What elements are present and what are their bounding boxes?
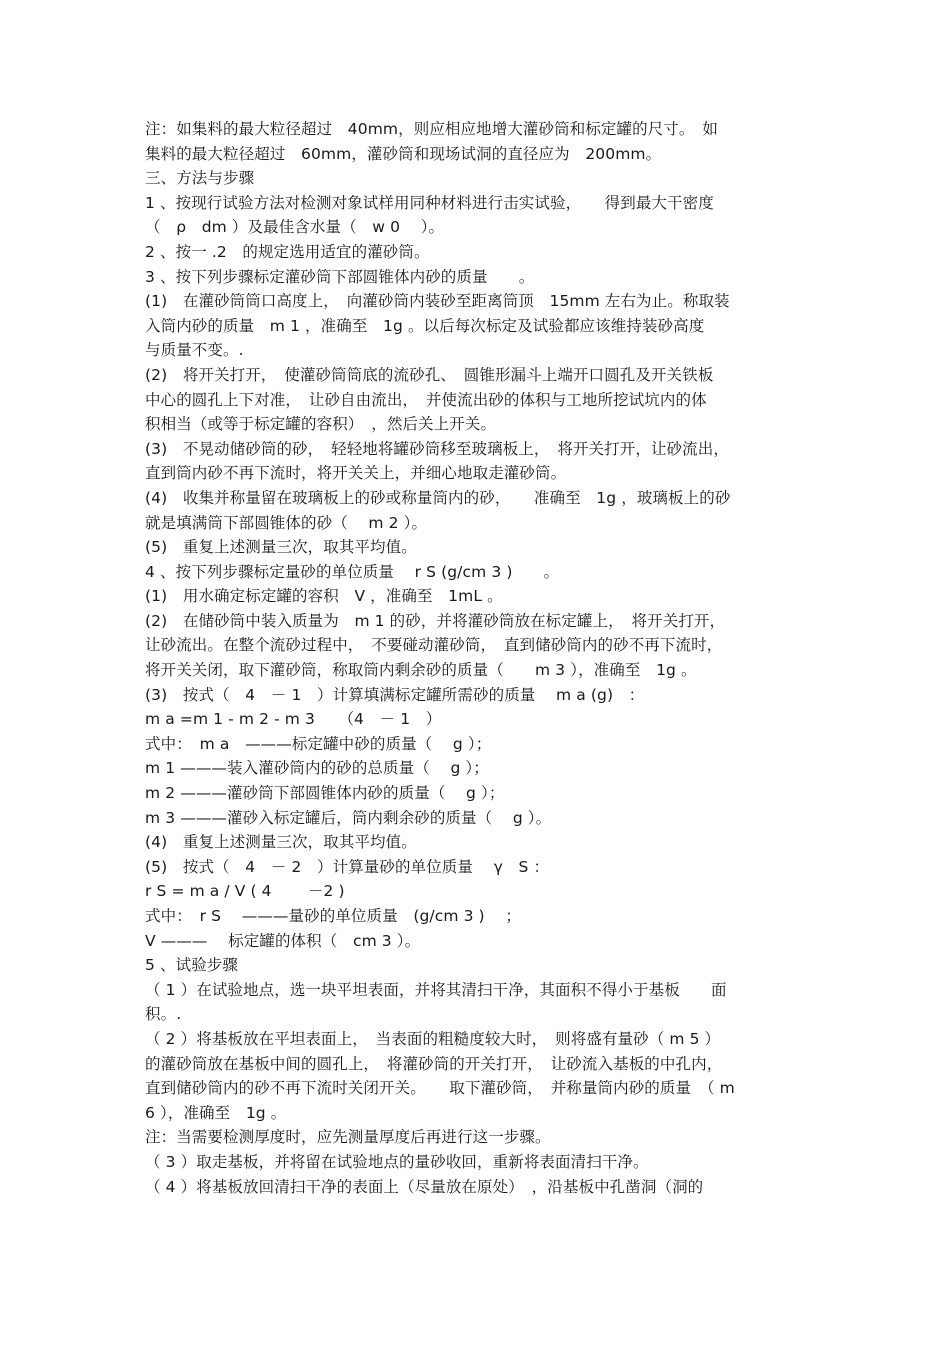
text-line: 6 ），准确至 1g 。 — [145, 1103, 287, 1122]
text-line: (3) 按式（ 4 － 1 ）计算填满标定罐所需砂的质量 m a (g) ： — [145, 685, 645, 704]
text-line: （ ρ dm ）及最佳含水量（ w 0 ）。 — [145, 218, 445, 237]
text-line: （ 2 ）将基板放在平坦表面上， 当表面的粗糙度较大时， 则将盛有量砂（ m 5 ） — [145, 1029, 721, 1048]
text-line: (2) 在储砂筒中装入质量为 m 1 的砂，并将灌砂筒放在标定罐上， 将开关打开， — [145, 611, 726, 630]
text-line: 入筒内砂的质量 m 1 ，准确至 1g 。以后每次标定及试验都应该维持装砂高度 — [145, 316, 705, 335]
text-line: 4 、按下列步骤标定量砂的单位质量 r S (g/cm 3 ) 。 — [145, 562, 560, 581]
text-line: 5 、试验步骤 — [145, 956, 238, 975]
text-line: r S = m a / V ( 4 －2 ) — [145, 882, 345, 901]
text-line: 直到筒内砂不再下流时，将开关关上，并细心地取走灌砂筒。 — [145, 464, 567, 483]
text-line: 2 、按一 .2 的规定选用适宜的灌砂筒。 — [145, 242, 430, 261]
text-line: (2) 将开关打开， 使灌砂筒筒底的流砂孔、 圆锥形漏斗上端开口圆孔及开关铁板 — [145, 365, 714, 384]
text-line: 让砂流出。在整个流砂过程中， 不要碰动灌砂筒， 直到储砂筒内的砂不再下流时， — [145, 636, 723, 655]
text-line: 3 、按下列步骤标定灌砂筒下部圆锥体内砂的质量 。 — [145, 267, 535, 286]
text-line: 积相当（或等于标定罐的容积） ，然后关上开关。 — [145, 415, 497, 434]
text-line: 将开关关闭，取下灌砂筒，称取筒内剩余砂的质量（ m 3 ），准确至 1g 。 — [145, 661, 697, 680]
text-line: (5) 重复上述测量三次，取其平均值。 — [145, 538, 417, 557]
text-line: m 1 ———装入灌砂筒内的砂的总质量（ g ）； — [145, 759, 489, 778]
text-line: 的灌砂筒放在基板中间的圆孔上， 将灌砂筒的开关打开， 让砂流入基板的中孔内， — [145, 1054, 723, 1073]
text-line: 直到储砂筒内的砂不再下流时关闭开关。 取下灌砂筒， 并称量筒内砂的质量 （ m — [145, 1079, 735, 1098]
text-line: V ——— 标定罐的体积（ cm 3 ）。 — [145, 931, 421, 950]
text-line: 与质量不变。. — [145, 341, 244, 360]
text-line: m a =m 1 - m 2 - m 3 （4 － 1 ） — [145, 710, 442, 729]
text-line: （ 1 ）在试验地点，选一块平坦表面，并将其清扫干净，其面积不得小于基板 面 — [145, 980, 727, 999]
body-text — [145, 117, 815, 1199]
text-line: (4) 收集并称量留在玻璃板上的砂或称量筒内的砂， 准确至 1g ，玻璃板上的砂 — [145, 488, 731, 507]
text-line: (5) 按式（ 4 － 2 ）计算量砂的单位质量 γ S ： — [145, 857, 550, 876]
text-line: （ 3 ）取走基板，并将留在试验地点的量砂收回，重新将表面清扫干净。 — [145, 1152, 649, 1171]
text-line: 积。. — [145, 1005, 182, 1024]
text-line: 1 、按现行试验方法对检测对象试样用同种材料进行击实试验， 得到最大干密度 — [145, 193, 714, 212]
text-line: 注：当需要检测厚度时，应先测量厚度后再进行这一步骤。 — [145, 1128, 551, 1147]
text-line: 三、方法与步骤 — [145, 169, 255, 188]
text-line: （ 4 ）将基板放回清扫干净的表面上（尽量放在原处） ，沿基板中孔凿洞（洞的 — [145, 1177, 704, 1196]
text-line: m 2 ———灌砂筒下部圆锥体内砂的质量（ g ）； — [145, 784, 505, 803]
text-line: (1) 用水确定标定罐的容积 V ，准确至 1mL 。 — [145, 587, 503, 606]
text-line: (3) 不晃动储砂筒的砂， 轻轻地将罐砂筒移至玻璃板上， 将开关打开，让砂流出， — [145, 439, 729, 458]
text-line: 注：如集料的最大粒径超过 40mm，则应相应地增大灌砂筒和标定罐的尺寸。 如 — [145, 120, 718, 138]
text-line: (1) 在灌砂筒筒口高度上， 向灌砂筒内装砂至距离筒顶 15mm 左右为止。称取装 — [145, 292, 730, 311]
text-line: (4) 重复上述测量三次，取其平均值。 — [145, 833, 417, 852]
text-line: m 3 ———灌砂入标定罐后，筒内剩余砂的质量（ g ）。 — [145, 808, 552, 827]
text-line: 式中： r S ———量砂的单位质量 (g/cm 3 ) ； — [145, 907, 521, 925]
text-line: 中心的圆孔上下对准， 让砂自由流出， 并使流出砂的体积与工地所挖试坑内的体 — [145, 390, 707, 409]
text-line: 就是填满筒下部圆锥体的砂（ m 2 ）。 — [145, 513, 428, 532]
text-line: 式中： m a ———标定罐中砂的质量（ g ）； — [145, 734, 492, 753]
text-line: 集料的最大粒径超过 60mm，灌砂筒和现场试洞的直径应为 200mm。 — [145, 144, 662, 163]
